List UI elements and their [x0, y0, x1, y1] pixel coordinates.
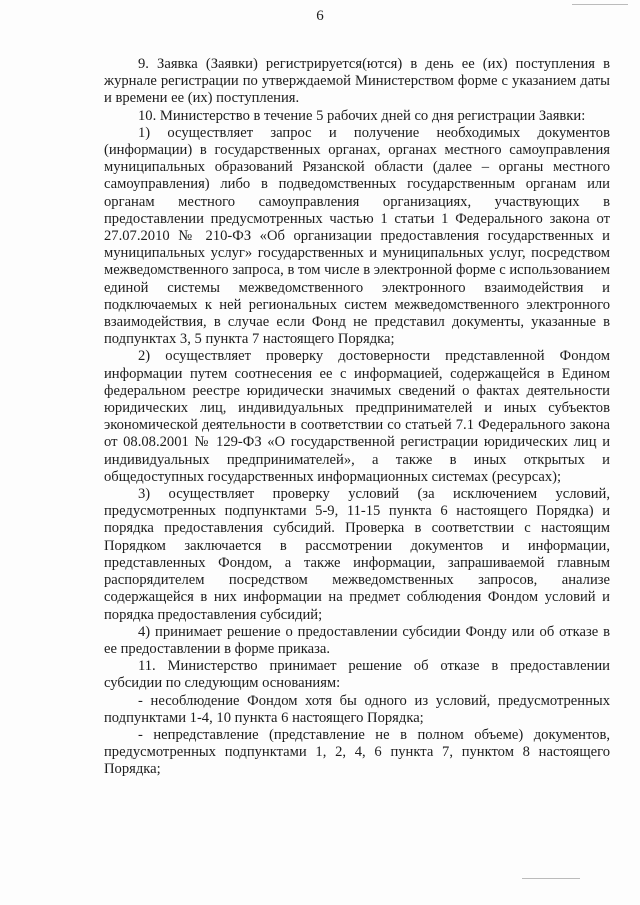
paragraph-10-item-3: 3) осуществляет проверку условий (за исключением условий, предусмотренных подпунктами 5-9, 11-15 пункта 6 настоящего Порядка) и порядка предоставления субсидий. Проверка в соответствии с настоящим Порядком заключается в рассмотрении документов и информации, представленных Фондом, а также информации, запрашиваемой главным распорядителем посредством межведомственных запросов, анализе содержащейся в них информации на предмет соблюдения Фондом условий и порядка предоставления субсидий;	[104, 486, 610, 623]
page-number: 6	[316, 8, 324, 24]
paragraph-10-item-4: 4) принимает решение о предоставлении субсидии Фонду или об отказе в ее предоставлении в форме приказа.	[104, 623, 610, 657]
paragraph-10-item-1: 1) осуществляет запрос и получение необходимых документов (информации) в государственных органах, органах местного самоуправления муниципальных образований Рязанской области (далее – органы местного самоуправления) либо в подведомственных государственным органам или органам местного самоуправления организациях, участвующих в предоставлении предусмотренных частью 1 статьи 1 Федерального закона от 27.07.2010 № 210-ФЗ «Об организации предоставления государственных и муниципальных услуг» государственных и муниципальных услуг, посредством межведомственного запроса, в том числе в электронной форме с использованием единой системы межведомственного электронного взаимодействия и подключаемых к ней региональных систем межведомственного электронного взаимодействия, в случае если Фонд не представил документы, указанные в подпунктах 3, 5 пункта 7 настоящего Порядка;	[104, 124, 610, 348]
paragraph-10-intro: 10. Министерство в течение 5 рабочих дней со дня регистрации Заявки:	[138, 107, 586, 124]
paragraph-11-ground-2: - непредставление (представление не в полном объеме) документов, предусмотренных подпунктами 1, 2, 4, 6 пункта 7, пунктом 8 настоящего Порядка;	[104, 726, 610, 778]
paragraph-11-ground-1: - несоблюдение Фондом хотя бы одного из условий, предусмотренных подпунктами 1-4, 10 пункта 6 настоящего Порядка;	[104, 692, 610, 726]
scan-artifact-bottom	[522, 878, 580, 879]
scan-artifact-top	[572, 4, 628, 5]
document-body	[104, 56, 610, 779]
paragraph-11-intro: 11. Министерство принимает решение об отказе в предоставлении субсидии по следующим основаниям:	[104, 658, 610, 692]
paragraph-10-item-2: 2) осуществляет проверку достоверности представленной Фондом информации путем соотнесения ее с информацией, содержащейся в Едином федеральном реестре юридически значимых сведений о фактах деятельности юридических лиц, индивидуальных предпринимателей и иных субъектов экономической деятельности в соответствии со статьей 7.1 Федерального закона от 08.08.2001 № 129-ФЗ «О государственной регистрации юридических лиц и индивидуальных предпринимателей», а также в иных открытых и общедоступных государственных информационных системах (ресурсах);	[104, 348, 610, 485]
paragraph-9-registration: 9. Заявка (Заявки) регистрируется(ются) в день ее (их) поступления в журнале регистрации по утверждаемой Министерством форме с указанием даты и времени ее (их) поступления.	[104, 56, 610, 107]
